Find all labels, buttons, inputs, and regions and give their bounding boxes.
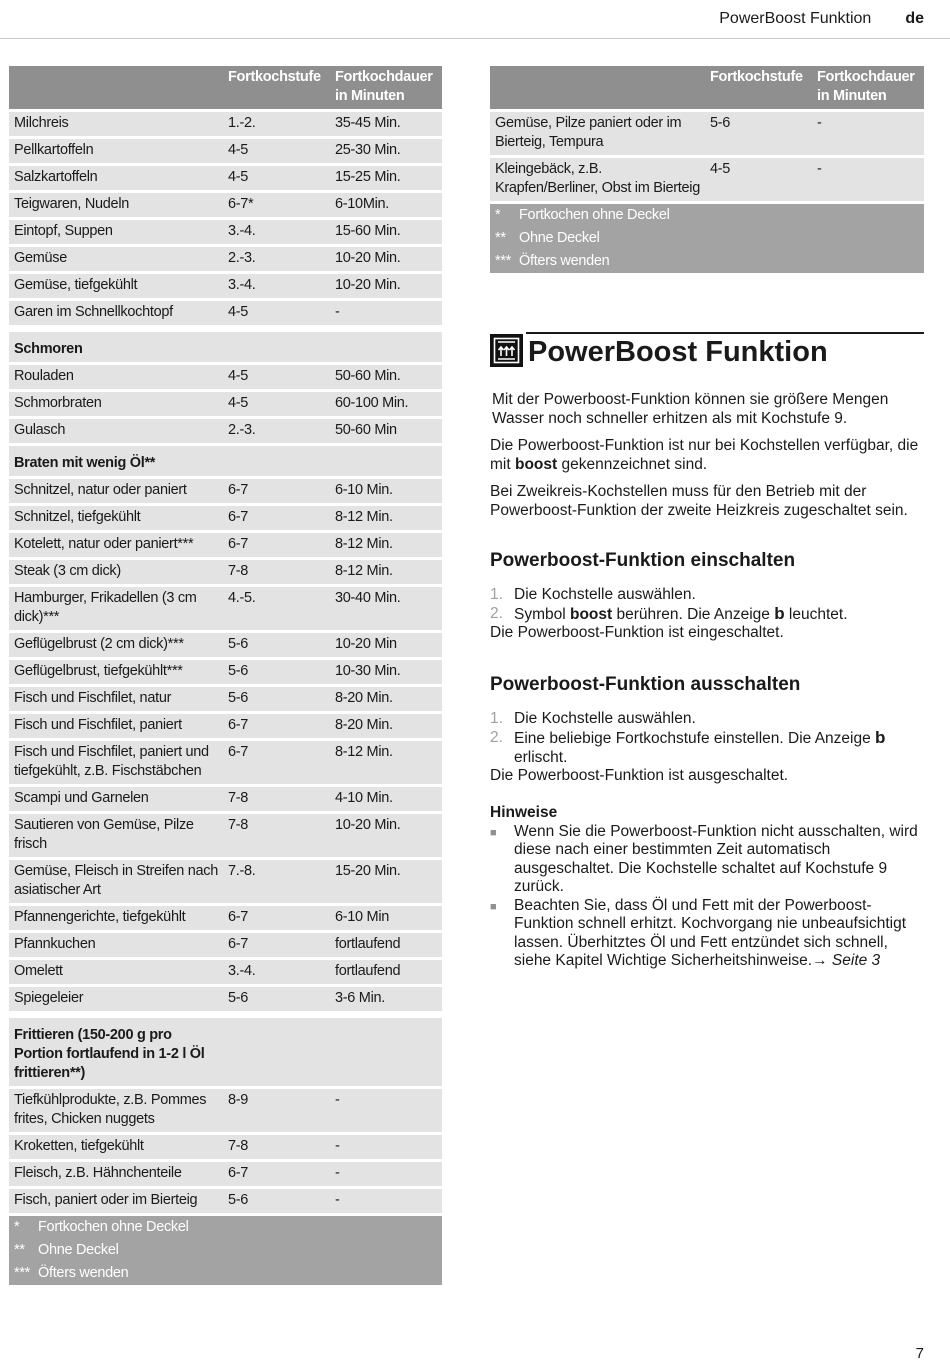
header-cell: Fortkochstufe: [223, 66, 330, 111]
level-cell: 8-9: [223, 1088, 330, 1134]
boost-word: boost: [514, 455, 558, 473]
table-row: [9, 559, 442, 586]
table-row: [9, 859, 442, 905]
table-row: [9, 959, 442, 986]
table-row: [9, 905, 442, 932]
heading-einschalten: Powerboost-Funktion einschalten: [490, 550, 796, 571]
intro-paragraph: Mit der Powerboost-Funktion können sie größere Mengen Wasser noch schneller erhitzen als mit Kochstufe 9.: [492, 391, 889, 427]
header-title: PowerBoost Funktion: [719, 10, 872, 27]
page-header: [719, 8, 924, 30]
duration-cell: 6-10Min.: [330, 192, 442, 219]
food-cell: Kotelett, natur oder paniert***: [9, 532, 223, 559]
food-cell: Fisch und Fischfilet, natur: [9, 686, 223, 713]
duration-cell: 15-20 Min.: [330, 859, 442, 905]
duration-cell: 8-12 Min.: [330, 505, 442, 532]
level-cell: 4.-5.: [223, 586, 330, 632]
food-cell: Gemüse, Pilze paniert oder im Bierteig, Tempura: [490, 111, 705, 157]
level-cell: 3.-4.: [223, 219, 330, 246]
list-item: 1. Die Kochstelle auswählen.: [490, 586, 696, 603]
duration-cell: 10-20 Min.: [330, 246, 442, 273]
footnote-text: Fortkochen ohne Deckel: [38, 1219, 189, 1235]
level-cell: 2.-3.: [223, 418, 330, 445]
food-cell: Garen im Schnellkochtopf: [9, 300, 223, 327]
notes-heading: Hinweise: [490, 804, 558, 821]
duration-cell: 8-20 Min.: [330, 713, 442, 740]
level-cell: 7-8: [223, 1134, 330, 1161]
level-cell: 1.-2.: [223, 111, 330, 138]
food-cell: Steak (3 cm dick): [9, 559, 223, 586]
level-cell: 4-5: [223, 165, 330, 192]
duration-cell: 8-20 Min.: [330, 686, 442, 713]
list-item: 1. Die Kochstelle auswählen.: [490, 709, 696, 727]
bullet-icon: ■: [490, 900, 497, 913]
duration-cell: fortlaufend: [330, 959, 442, 986]
food-cell: Gemüse: [9, 246, 223, 273]
food-cell: Kroketten, tiefgekühlt: [9, 1134, 223, 1161]
level-cell: 7.-8.: [223, 859, 330, 905]
table-row: [9, 986, 442, 1013]
result-text: Die Powerboost-Funktion ist ausgeschaltet.: [490, 766, 789, 784]
level-cell: 4-5: [223, 138, 330, 165]
food-cell: Pellkartoffeln: [9, 138, 223, 165]
level-cell: 4-5: [705, 157, 812, 203]
section-title-bar: [526, 332, 924, 369]
section-label: Braten mit wenig Öl**: [9, 445, 223, 478]
food-cell: Fisch und Fischfilet, paniert und tiefgekühlt, z.B. Fischstäbchen: [9, 740, 223, 786]
level-cell: 6-7: [223, 713, 330, 740]
duration-cell: fortlaufend: [330, 932, 442, 959]
food-cell: Geflügelbrust (2 cm dick)***: [9, 632, 223, 659]
footnote-mark: **: [495, 230, 506, 246]
level-cell: 5-6: [705, 111, 812, 157]
table-row: [9, 813, 442, 859]
table-row: [9, 1188, 442, 1215]
table-header-row: [9, 66, 442, 111]
food-cell: Geflügelbrust, tiefgekühlt***: [9, 659, 223, 686]
section-label: Frittieren (150-200 g pro Portion fortlaufend in 1-2 l Öl frittieren**): [9, 1018, 223, 1088]
table-row: [9, 418, 442, 445]
header-cell: Fortkochstufe: [705, 66, 812, 111]
level-cell: 3.-4.: [223, 273, 330, 300]
footnote-text: Ohne Deckel: [38, 1242, 119, 1258]
table-row: [9, 586, 442, 632]
header-cell: Fortkochdauer in Minuten: [812, 66, 924, 111]
table-row: [9, 932, 442, 959]
page-reference-link[interactable]: Seite 3: [831, 952, 881, 969]
duration-cell: 30-40 Min.: [330, 586, 442, 632]
table-row: [9, 713, 442, 740]
footnote-mark: *: [495, 207, 501, 223]
table-row: [9, 364, 442, 391]
food-cell: Sautieren von Gemüse, Pilze frisch: [9, 813, 223, 859]
food-cell: Schnitzel, tiefgekühlt: [9, 505, 223, 532]
duration-cell: 8-12 Min.: [330, 740, 442, 786]
table-row: [9, 478, 442, 505]
table-row: [9, 111, 442, 138]
list-item: ■ Wenn Sie die Powerboost-Funktion nicht ausschalten, wird diese nach einer bestimmten Zeit automatisch ausgeschaltet. Die Kochstelle schaltet auf Kochstufe 9 zurück.: [490, 822, 918, 895]
table-row: [9, 273, 442, 300]
footnote-mark: **: [14, 1242, 25, 1258]
duration-cell: -: [812, 157, 924, 203]
level-cell: 5-6: [223, 686, 330, 713]
table-row: [9, 1161, 442, 1188]
cooking-table-right: [490, 66, 924, 273]
table-row: [9, 786, 442, 813]
food-cell: Eintopf, Suppen: [9, 219, 223, 246]
section-title: PowerBoost Funktion: [528, 336, 828, 368]
table-row: [9, 532, 442, 559]
duration-cell: -: [330, 300, 442, 327]
level-cell: 6-7: [223, 532, 330, 559]
footnote-mark: *: [14, 1219, 20, 1235]
food-cell: Pfannkuchen: [9, 932, 223, 959]
duration-cell: 8-12 Min.: [330, 532, 442, 559]
list-item: ■ Beachten Sie, dass Öl und Fett mit der Powerboost-Funktion schnell erhitzt. Kochvorgang nie unbeaufsichtigt lassen. Überhitztes Öl und Fett entzündet sich schnell, siehe Kapitel Wichtige Sicherheitshinweise.→ Seite 3: [490, 896, 907, 969]
level-cell: 4-5: [223, 364, 330, 391]
food-cell: Hamburger, Frikadellen (3 cm dick)***: [9, 586, 223, 632]
food-cell: Teigwaren, Nudeln: [9, 192, 223, 219]
table-section-heading: [9, 332, 442, 364]
food-cell: Gemüse, Fleisch in Streifen nach asiatischer Art: [9, 859, 223, 905]
duration-cell: 4-10 Min.: [330, 786, 442, 813]
duration-cell: -: [330, 1088, 442, 1134]
table-row: [9, 740, 442, 786]
duration-cell: 10-20 Min: [330, 632, 442, 659]
duration-cell: 50-60 Min.: [330, 364, 442, 391]
footnote-text: Fortkochen ohne Deckel: [519, 207, 670, 223]
table-row: [9, 632, 442, 659]
table-row: [9, 1088, 442, 1134]
heading-ausschalten: Powerboost-Funktion ausschalten: [490, 673, 801, 695]
table-row: [9, 1134, 442, 1161]
level-cell: 5-6: [223, 986, 330, 1013]
level-cell: 4-5: [223, 391, 330, 418]
table-row: [9, 505, 442, 532]
result-text: Die Powerboost-Funktion ist eingeschaltet.: [490, 624, 784, 641]
intro-paragraph: Bei Zweikreis-Kochstellen muss für den Betrieb mit der Powerboost-Funktion der zweite Heizkreis zugeschaltet sein.: [490, 483, 908, 519]
footnote-row: [9, 1215, 442, 1240]
level-cell: 7-8: [223, 813, 330, 859]
powerboost-section: [490, 332, 924, 971]
level-cell: 6-7*: [223, 192, 330, 219]
level-cell: 7-8: [223, 786, 330, 813]
duration-cell: 3-6 Min.: [330, 986, 442, 1013]
boost-indicator-icon: b: [774, 604, 785, 623]
duration-cell: 60-100 Min.: [330, 391, 442, 418]
intro-paragraph: Die Powerboost-Funktion ist nur bei Kochstellen verfügbar, die mit boost gekennzeichnet sind.: [490, 437, 919, 473]
table-row: [490, 157, 924, 203]
footnote-mark: ***: [495, 253, 512, 269]
food-cell: Schmorbraten: [9, 391, 223, 418]
level-cell: 6-7: [223, 478, 330, 505]
duration-cell: -: [330, 1188, 442, 1215]
table-row: [9, 686, 442, 713]
bullet-icon: ■: [490, 826, 497, 839]
level-cell: 3.-4.: [223, 959, 330, 986]
footnote-text: Öfters wenden: [38, 1265, 129, 1281]
level-cell: 5-6: [223, 632, 330, 659]
level-cell: 4-5: [223, 300, 330, 327]
level-cell: 5-6: [223, 659, 330, 686]
food-cell: Pfannengerichte, tiefgekühlt: [9, 905, 223, 932]
level-cell: 6-7: [223, 932, 330, 959]
food-cell: Milchreis: [9, 111, 223, 138]
footnote-text: Öfters wenden: [519, 253, 610, 269]
duration-cell: 10-30 Min.: [330, 659, 442, 686]
level-cell: 6-7: [223, 740, 330, 786]
list-item: 2. Symbol boost berühren. Die Anzeige b leuchtet.: [490, 604, 848, 623]
list-item: 2. Eine beliebige Fortkochstufe einstellen. Die Anzeige b erlischt.: [490, 727, 886, 766]
duration-cell: 10-20 Min.: [330, 273, 442, 300]
footnote-row: [490, 250, 924, 273]
arrow-icon: →: [812, 952, 828, 969]
duration-cell: 35-45 Min.: [330, 111, 442, 138]
footnote-text: Ohne Deckel: [519, 230, 600, 246]
table-row: [9, 659, 442, 686]
table-section-heading: [9, 445, 442, 478]
steps-einschalten: [490, 585, 924, 624]
food-cell: Omelett: [9, 959, 223, 986]
food-cell: Fleisch, z.B. Hähnchenteile: [9, 1161, 223, 1188]
language-code: de: [905, 10, 924, 27]
food-cell: Fisch und Fischfilet, paniert: [9, 713, 223, 740]
header-cell: [9, 66, 223, 111]
table-row: [9, 391, 442, 418]
duration-cell: 25-30 Min.: [330, 138, 442, 165]
level-cell: 7-8: [223, 559, 330, 586]
header-divider: [0, 38, 950, 39]
food-cell: Rouladen: [9, 364, 223, 391]
duration-cell: -: [330, 1161, 442, 1188]
footnote-row: [9, 1239, 442, 1262]
food-cell: Gulasch: [9, 418, 223, 445]
table-row: [9, 192, 442, 219]
table-row: [9, 165, 442, 192]
cooking-table-left: [9, 66, 442, 1285]
steps-ausschalten: [490, 709, 924, 767]
level-cell: 5-6: [223, 1188, 330, 1215]
duration-cell: 15-60 Min.: [330, 219, 442, 246]
duration-cell: 15-25 Min.: [330, 165, 442, 192]
duration-cell: 10-20 Min.: [330, 813, 442, 859]
footnote-row: [9, 1262, 442, 1285]
food-cell: Gemüse, tiefgekühlt: [9, 273, 223, 300]
level-cell: 2.-3.: [223, 246, 330, 273]
level-cell: 6-7: [223, 905, 330, 932]
notes-list: [490, 823, 924, 971]
food-cell: Fisch, paniert oder im Bierteig: [9, 1188, 223, 1215]
header-cell: Fortkochdauer in Minuten: [330, 66, 442, 111]
food-cell: Tiefkühlprodukte, z.B. Pommes frites, Chicken nuggets: [9, 1088, 223, 1134]
food-cell: Scampi und Garnelen: [9, 786, 223, 813]
table-row: [9, 138, 442, 165]
boost-indicator-icon: b: [875, 727, 886, 747]
food-cell: Salzkartoffeln: [9, 165, 223, 192]
page-number: 7: [915, 1345, 924, 1362]
food-cell: Spiegeleier: [9, 986, 223, 1013]
powerboost-icon: [490, 334, 523, 367]
level-cell: 6-7: [223, 505, 330, 532]
table-row: [9, 219, 442, 246]
section-label: Schmoren: [9, 332, 223, 364]
duration-cell: 50-60 Min: [330, 418, 442, 445]
footnote-row: [490, 227, 924, 250]
footnote-row: [490, 203, 924, 228]
level-cell: 6-7: [223, 1161, 330, 1188]
table-header-row: [490, 66, 924, 111]
duration-cell: 6-10 Min.: [330, 478, 442, 505]
food-cell: Schnitzel, natur oder paniert: [9, 478, 223, 505]
duration-cell: -: [812, 111, 924, 157]
food-cell: Kleingebäck, z.B. Krapfen/Berliner, Obst im Bierteig: [490, 157, 705, 203]
duration-cell: -: [330, 1134, 442, 1161]
table-section-heading: [9, 1018, 442, 1088]
duration-cell: 8-12 Min.: [330, 559, 442, 586]
boost-word: boost: [570, 606, 613, 623]
table-row: [490, 111, 924, 157]
table-row: [9, 246, 442, 273]
footnote-mark: ***: [14, 1265, 31, 1281]
table-row: [9, 300, 442, 327]
duration-cell: 6-10 Min: [330, 905, 442, 932]
header-cell: [490, 66, 705, 111]
